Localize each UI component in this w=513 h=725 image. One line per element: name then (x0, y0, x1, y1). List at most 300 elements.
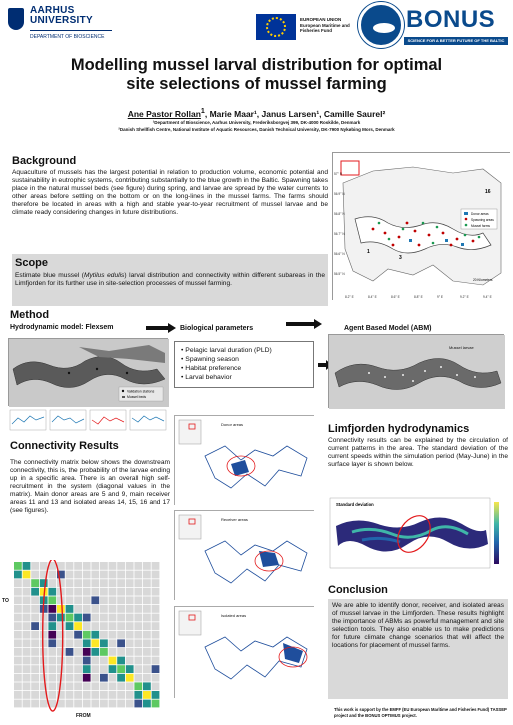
lon-tick-label: 8.4° E (368, 295, 377, 299)
conclusion-heading: Conclusion (328, 584, 388, 596)
matrix-cell (14, 657, 22, 665)
inset-map (179, 611, 201, 635)
matrix-cell (48, 596, 56, 604)
matrix-cell (143, 622, 151, 630)
matrix-cell (134, 674, 142, 682)
matrix-cell (100, 674, 108, 682)
matrix-cell (14, 596, 22, 604)
matrix-cell (31, 691, 39, 699)
matrix-cell (134, 622, 142, 630)
matrix-cell (117, 657, 125, 665)
matrix-cell (117, 614, 125, 622)
matrix-cell (134, 665, 142, 673)
matrix-cell (100, 639, 108, 647)
matrix-cell (91, 657, 99, 665)
affiliations: ¹Department of Bioscience, Aarhus University, Frederiksborgvej 399, DK-4000 Roskilde, Denmark ²Danish Shellfish Centre, National Institute of Aquatic Resources, Danish Technical University, DK-7900 Nykøbing Mors, Denmark (118, 120, 395, 132)
matrix-cell (23, 562, 31, 570)
matrix-cell (66, 605, 74, 613)
isolated-areas-map (174, 606, 314, 698)
matrix-cell (134, 648, 142, 656)
matrix-cell (109, 596, 117, 604)
matrix-cell (48, 665, 56, 673)
matrix-cell (109, 674, 117, 682)
bio-params-box (174, 341, 314, 388)
matrix-axis-from: FROM (76, 713, 91, 719)
lat-tick-label: 56.7° N (334, 232, 345, 236)
matrix-cell (126, 631, 134, 639)
acknowledgement: This work is support by the EMFF (EU European Maritime and Fisheries Fund) TASSEP project and the BONUS OPTIMUS project. (334, 707, 507, 718)
matrix-cell (117, 665, 125, 673)
matrix-cell (117, 588, 125, 596)
matrix-cell (83, 700, 91, 708)
receiver-areas-map (174, 510, 314, 600)
matrix-cell (126, 571, 134, 579)
matrix-cell (31, 605, 39, 613)
matrix-cell (152, 622, 160, 630)
matrix-cell (100, 682, 108, 690)
matrix-cell (66, 614, 74, 622)
matrix-cell (100, 571, 108, 579)
background-heading: Background (12, 155, 77, 167)
isolated-areas-label: Isolated areas (221, 613, 247, 618)
matrix-cell (66, 562, 74, 570)
matrix-cell (66, 571, 74, 579)
map-legend-spawning: Spawning areas (471, 218, 494, 222)
area-label-1: 1 (367, 249, 370, 255)
matrix-cell (91, 691, 99, 699)
matrix-cell (117, 674, 125, 682)
matrix-cell (23, 639, 31, 647)
matrix-cell (14, 631, 22, 639)
matrix-cell (91, 605, 99, 613)
sd-map-title: Standard deviation (336, 502, 374, 507)
matrix-cell (31, 622, 39, 630)
matrix-cell (100, 562, 108, 570)
matrix-cell (91, 700, 99, 708)
matrix-cell (48, 622, 56, 630)
matrix-cell (126, 596, 134, 604)
arrow-right-icon (146, 323, 176, 333)
matrix-cell (100, 657, 108, 665)
matrix-cell (83, 665, 91, 673)
matrix-cell (14, 622, 22, 630)
matrix-cell (66, 622, 74, 630)
matrix-cell (91, 639, 99, 647)
hydro-model-figure (8, 338, 168, 406)
matrix-cell (109, 588, 117, 596)
matrix-cell (66, 579, 74, 587)
matrix-cell (48, 579, 56, 587)
scope-heading: Scope (15, 257, 49, 269)
lead-author: Ane Pastor Rollan (127, 108, 201, 119)
matrix-cell (91, 674, 99, 682)
matrix-cell (57, 648, 65, 656)
matrix-cell (23, 579, 31, 587)
matrix-cell (134, 571, 142, 579)
matrix-cell (66, 674, 74, 682)
matrix-cell (126, 682, 134, 690)
matrix-cell (117, 700, 125, 708)
matrix-cell (14, 614, 22, 622)
scope-box (12, 254, 328, 306)
matrix-cell (14, 571, 22, 579)
matrix-cell (91, 562, 99, 570)
matrix-cell (134, 588, 142, 596)
matrix-cell (91, 588, 99, 596)
matrix-cell (109, 665, 117, 673)
matrix-cell (74, 674, 82, 682)
matrix-cell (66, 631, 74, 639)
validation-plots (8, 408, 168, 432)
matrix-cell (152, 691, 160, 699)
matrix-cell (14, 588, 22, 596)
lon-tick-label: 9° E (437, 295, 444, 299)
matrix-cell (23, 665, 31, 673)
scope-text: Estimate blue mussel (Mytilus edulis) larval distribution and connectivity within different subareas in the Limfjorden for its further use in site-selection processes of mussel farming. (15, 272, 325, 287)
area-label-16: 16 (485, 189, 491, 195)
matrix-cell (14, 562, 22, 570)
matrix-cell (143, 631, 151, 639)
matrix-cell (48, 648, 56, 656)
connectivity-matrix (8, 560, 168, 718)
matrix-cell (66, 596, 74, 604)
lon-tick-label: 9.2° E (460, 295, 469, 299)
au-divider (30, 30, 112, 31)
hydro-legend-stations: Validation stations (127, 389, 155, 394)
bio-params-list (181, 346, 307, 382)
matrix-cell (91, 571, 99, 579)
matrix-cell (83, 682, 91, 690)
matrix-cell (83, 631, 91, 639)
matrix-cell (74, 700, 82, 708)
lon-tick-label: 8.8° E (414, 295, 423, 299)
matrix-cell (66, 639, 74, 647)
matrix-cell (48, 588, 56, 596)
au-department: DEPARTMENT OF BIOSCIENCE (30, 34, 105, 40)
matrix-cell (40, 562, 48, 570)
matrix-cell (109, 579, 117, 587)
matrix-cell (126, 639, 134, 647)
matrix-cell (117, 691, 125, 699)
matrix-cell (117, 596, 125, 604)
background-text: Aquaculture of mussels has the largest potential in relation to production volume, economic potential and sustainability in eutrophic systems, contributing substantially to the blue growth in the Baltic. Spawning takes place in the natural mussel beds (see figure) during spring, and larvae are spread by the water currents to other areas before settling on the bottom or on the long-lines in the mussel farms. The farms should therefore be located in areas with a high and stable year-to-year recruitment of mussel larvae and be climate ready considering changes in future distributions. (12, 169, 328, 216)
matrix-cell (66, 648, 74, 656)
matrix-cell (31, 639, 39, 647)
map-legend-farms: Mussel farms (471, 224, 490, 228)
matrix-cell (109, 614, 117, 622)
inset-map (179, 515, 201, 539)
matrix-cell (91, 665, 99, 673)
matrix-cell (74, 682, 82, 690)
matrix-cell (152, 665, 160, 673)
matrix-cell (143, 700, 151, 708)
matrix-cell (117, 571, 125, 579)
matrix-cell (23, 700, 31, 708)
connectivity-heading: Connectivity Results (10, 440, 119, 452)
matrix-cell (143, 579, 151, 587)
method-heading: Method (10, 309, 50, 321)
matrix-cell (109, 605, 117, 613)
matrix-cell (109, 631, 117, 639)
eu-text: EUROPEAN UNION European Maritime and Fisheries Fund (300, 17, 350, 33)
matrix-cell (126, 605, 134, 613)
matrix-cell (23, 682, 31, 690)
matrix-cell (31, 700, 39, 708)
matrix-cell (23, 588, 31, 596)
matrix-cell (126, 648, 134, 656)
matrix-cell (23, 571, 31, 579)
matrix-cell (66, 665, 74, 673)
matrix-cell (40, 622, 48, 630)
matrix-cell (152, 657, 160, 665)
matrix-cell (23, 674, 31, 682)
matrix-cell (83, 648, 91, 656)
bonus-logo (356, 0, 508, 52)
lat-tick-label: 56.6° N (334, 252, 345, 256)
matrix-cell (134, 562, 142, 570)
matrix-cell (143, 691, 151, 699)
matrix-cell (66, 682, 74, 690)
matrix-cell (143, 657, 151, 665)
matrix-cell (31, 614, 39, 622)
matrix-cell (74, 648, 82, 656)
matrix-cell (134, 631, 142, 639)
eu-emff-logo (256, 14, 350, 40)
matrix-cell (57, 622, 65, 630)
matrix-cell (74, 639, 82, 647)
matrix-cell (91, 614, 99, 622)
matrix-cell (66, 691, 74, 699)
matrix-cell (152, 571, 160, 579)
matrix-cell (91, 596, 99, 604)
conclusion-box (328, 599, 508, 699)
matrix-cell (14, 674, 22, 682)
limfjorden-text: Connectivity results can be explained by the circulation of current patterns in the area. The standard deviation of the current speeds within the simulation period (May-June) in the surface layer is shown below. (328, 437, 508, 468)
matrix-cell (100, 648, 108, 656)
matrix-cell (100, 596, 108, 604)
matrix-cell (74, 562, 82, 570)
matrix-cell (91, 622, 99, 630)
matrix-cell (14, 648, 22, 656)
lat-tick-label: 56.8° N (334, 212, 345, 216)
matrix-cell (74, 614, 82, 622)
bio-param-item: • Pelagic larval duration (PLD) (181, 346, 307, 355)
matrix-cell (100, 665, 108, 673)
matrix-cell (74, 596, 82, 604)
matrix-cell (74, 657, 82, 665)
matrix-cell (117, 639, 125, 647)
bio-param-item: • Larval behavior (181, 373, 307, 382)
matrix-cell (126, 588, 134, 596)
connectivity-text: The connectivity matrix below shows the downstream connectivity, this is, the probability of the larvae ending up in a specific area. There is an overall high self-recruitment in the system (diagonal values in the matrix). Main donor areas are 5 and 9, main receiver areas 11 and 13 and isolated areas 14, 15, 16 and 17 (see figures). (10, 459, 170, 514)
matrix-cell (74, 691, 82, 699)
matrix-cell (31, 596, 39, 604)
matrix-cell (14, 700, 22, 708)
conclusion-text: We are able to identify donor, receiver, and isolated areas of mussel larvae in the Limfjorden. These results highlight the importance of ABMs as powerful management and site selection tools. They also enable us to make predictions for future climate change scenarios that will affect the locations for placement of mussel farms. (332, 602, 504, 649)
matrix-cell (134, 579, 142, 587)
matrix-cell (126, 579, 134, 587)
matrix-cell (83, 674, 91, 682)
matrix-cell (83, 562, 91, 570)
matrix-cell (91, 648, 99, 656)
hydro-legend-beds: Mussel beds (127, 395, 147, 399)
matrix-cell (134, 657, 142, 665)
matrix-cell (152, 588, 160, 596)
matrix-cell (31, 657, 39, 665)
matrix-cell (91, 631, 99, 639)
study-area-map (332, 152, 510, 300)
matrix-cell (57, 657, 65, 665)
bonus-emblem-icon (358, 2, 404, 48)
matrix-cell (100, 614, 108, 622)
matrix-cell (134, 605, 142, 613)
matrix-cell (143, 682, 151, 690)
abm-label: Agent Based Model (ABM) (344, 325, 432, 332)
matrix-cell (14, 665, 22, 673)
matrix-cell (152, 682, 160, 690)
matrix-cell (23, 631, 31, 639)
matrix-cell (117, 562, 125, 570)
matrix-cell (31, 588, 39, 596)
matrix-cell (126, 562, 134, 570)
matrix-cell (31, 665, 39, 673)
matrix-cell (74, 579, 82, 587)
study-area-map-svg (333, 153, 511, 301)
matrix-cell (83, 691, 91, 699)
matrix-cell (74, 588, 82, 596)
matrix-cell (100, 700, 108, 708)
matrix-cell (126, 691, 134, 699)
matrix-cell (40, 682, 48, 690)
matrix-cell (31, 571, 39, 579)
matrix-cell (91, 579, 99, 587)
matrix-cell (74, 631, 82, 639)
matrix-cell (48, 631, 56, 639)
matrix-cell (117, 605, 125, 613)
matrix-cell (66, 588, 74, 596)
matrix-cell (117, 648, 125, 656)
matrix-cell (134, 639, 142, 647)
matrix-cell (57, 631, 65, 639)
species-name: Mytilus edulis (84, 272, 125, 279)
matrix-cell (23, 657, 31, 665)
matrix-cell (109, 622, 117, 630)
matrix-cell (31, 562, 39, 570)
matrix-cell (14, 605, 22, 613)
matrix-cell (100, 605, 108, 613)
lat-tick-label: 56.9° N (334, 192, 345, 196)
lon-tick-label: 8.2° E (345, 295, 354, 299)
matrix-cell (23, 691, 31, 699)
matrix-cell (91, 682, 99, 690)
matrix-cell (152, 648, 160, 656)
matrix-cell (126, 657, 134, 665)
matrix-cell (152, 579, 160, 587)
matrix-cell (48, 691, 56, 699)
matrix-cell (83, 657, 91, 665)
matrix-cell (143, 562, 151, 570)
matrix-cell (48, 639, 56, 647)
matrix-cell (40, 631, 48, 639)
matrix-cell (83, 614, 91, 622)
matrix-cell (126, 665, 134, 673)
matrix-cell (74, 605, 82, 613)
matrix-cell (48, 614, 56, 622)
matrix-cell (143, 614, 151, 622)
matrix-cell (152, 562, 160, 570)
connectivity-matrix-svg (8, 560, 168, 718)
matrix-cell (74, 665, 82, 673)
matrix-cell (143, 648, 151, 656)
matrix-cell (31, 631, 39, 639)
matrix-cell (134, 700, 142, 708)
matrix-cell (74, 622, 82, 630)
hydro-model-label: Hydrodynamic model: Flexsem (10, 324, 114, 331)
matrix-cell (14, 639, 22, 647)
poster-title: Modelling mussel larval distribution for optimal site selections of mussel farming (70, 56, 443, 93)
matrix-cell (109, 648, 117, 656)
matrix-cell (134, 614, 142, 622)
matrix-cell (143, 674, 151, 682)
matrix-cell (83, 588, 91, 596)
matrix-cell (117, 579, 125, 587)
matrix-cell (48, 674, 56, 682)
abm-legend: Mussel larvae (449, 345, 474, 350)
matrix-cell (126, 622, 134, 630)
matrix-cell (83, 605, 91, 613)
matrix-cell (48, 657, 56, 665)
matrix-cell (83, 639, 91, 647)
bonus-tagline: SCIENCE FOR A BETTER FUTURE OF THE BALTIC SEA REGION (404, 37, 508, 45)
matrix-cell (100, 631, 108, 639)
map-legend-donor: Donor areas (471, 212, 489, 216)
matrix-cell (152, 596, 160, 604)
map-scale: 20 Kilometers (473, 278, 493, 282)
matrix-cell (143, 639, 151, 647)
bio-param-item: • Habitat preference (181, 364, 307, 373)
bonus-word: BONUS (406, 6, 496, 33)
matrix-cell (117, 631, 125, 639)
matrix-cell (83, 596, 91, 604)
au-seal-icon (8, 8, 24, 30)
matrix-cell (109, 700, 117, 708)
matrix-cell (152, 674, 160, 682)
matrix-cell (14, 691, 22, 699)
std-deviation-map (322, 496, 510, 576)
matrix-cell (126, 614, 134, 622)
matrix-cell (134, 691, 142, 699)
matrix-cell (57, 605, 65, 613)
matrix-cell (143, 596, 151, 604)
arrow-right-icon (286, 319, 322, 329)
matrix-cell (152, 700, 160, 708)
receiver-areas-label: Receiver areas (221, 517, 248, 522)
matrix-cell (100, 691, 108, 699)
matrix-cell (14, 579, 22, 587)
matrix-cell (23, 648, 31, 656)
matrix-cell (31, 674, 39, 682)
matrix-axis-to: TO (2, 598, 9, 604)
matrix-cell (152, 631, 160, 639)
matrix-cell (109, 562, 117, 570)
matrix-cell (74, 571, 82, 579)
area-label-3: 3 (399, 255, 402, 261)
matrix-cell (48, 571, 56, 579)
matrix-cell (23, 596, 31, 604)
limfjorden-heading: Limfjorden hydrodynamics (328, 423, 470, 435)
matrix-cell (117, 622, 125, 630)
matrix-cell (48, 605, 56, 613)
